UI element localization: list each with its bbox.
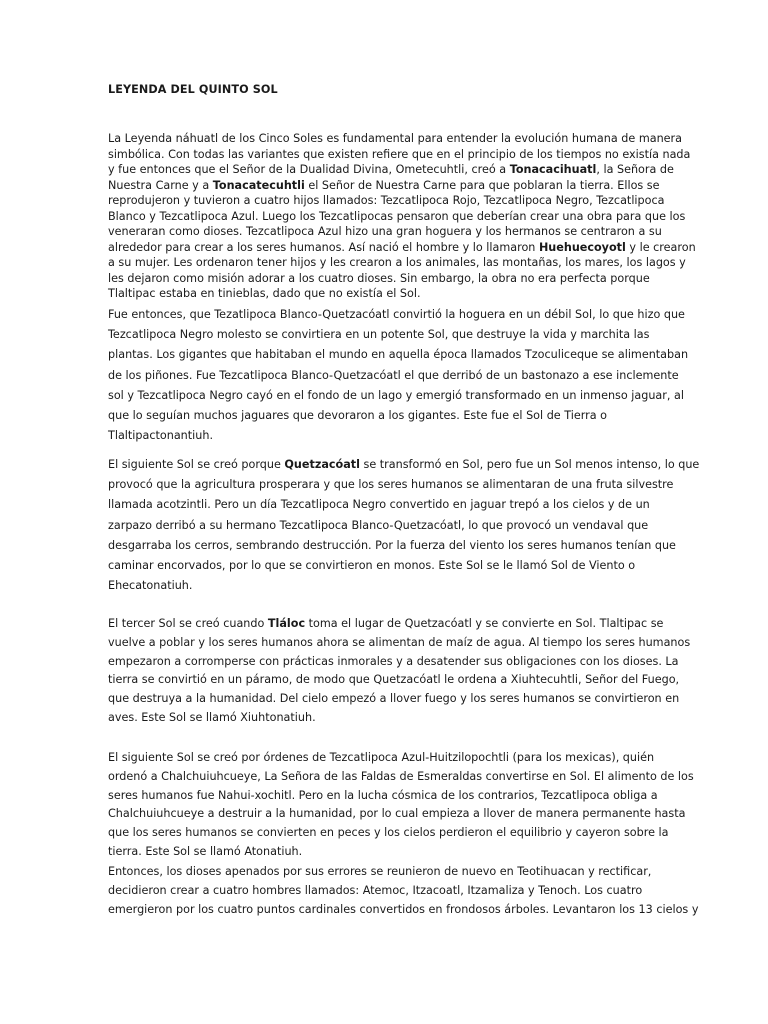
text-segment: les dejaron como misión adorar a los cuatro dioses. Sin embargo, la obra no era perfecta porque (108, 271, 650, 285)
text-segment: El siguiente Sol se creó por órdenes de Tezcatlipoca Azul-Huitzilopochtli (para los mexicas), quién (108, 751, 655, 764)
bold-name: Tonacatecuhtli (212, 178, 305, 192)
paragraph (108, 615, 691, 728)
text-segment: decidieron crear a cuatro hombres llamados: Atemoc, Itzacoatl, Itzamaliza y Tenoch. Los cuatro (108, 883, 643, 897)
paragraph (108, 455, 700, 596)
paragraph (108, 863, 699, 919)
text-line (108, 366, 679, 386)
bold-name: Huehuecoyotl (538, 240, 626, 254)
text-segment: simbólica. Con todas las variantes que existen refiere que en el principio de los tiempos no existía nada (108, 147, 691, 161)
text-segment: Fue entonces, que Tezatlipoca Blanco-Quetzacóatl convirtió la hoguera en un débil Sol, lo que hizo que (108, 308, 685, 321)
text-line (108, 255, 686, 271)
text-segment: Tlaltipac estaba en tinieblas, dado que no existía el Sol. (108, 287, 421, 300)
text-line (108, 671, 680, 690)
text-segment: tierra. Este Sol se llamó Atonatiuh. (108, 844, 303, 858)
text-line (108, 386, 684, 406)
bold-name: Tláloc (267, 617, 306, 630)
text-line (108, 345, 689, 365)
text-segment: y fue entonces que el Señor de la Dualidad Divina, Ometecuhtli, creó a (108, 163, 510, 176)
text-segment: alrededor para crear a los seres humanos. Así nació el hombre y lo llamaron (108, 240, 539, 254)
text-line (108, 193, 665, 209)
text-line (108, 863, 660, 882)
text-line (108, 495, 660, 515)
text-line (108, 901, 699, 920)
text-line (108, 271, 660, 287)
text-segment: La Leyenda náhuatl de los Cinco Soles es fundamental para entender la evolución humana de manera (108, 132, 683, 145)
text-segment: plantas. Los gigantes que habitaban el mundo en aquella época llamados Tzoculiceque se alimentaban (108, 348, 689, 362)
text-line (108, 634, 691, 653)
text-segment: seres humanos fue Nahui-xochitl. Pero en la lucha cósmica de los contrarios, Tezcatlipoca obliga a (108, 788, 658, 802)
text-line (108, 406, 660, 426)
text-line (108, 325, 660, 345)
text-line (108, 209, 686, 225)
text-line (108, 824, 669, 843)
text-line (108, 426, 660, 446)
text-segment: que lo seguían muchos jaguares que devoraron a los gigantes. Este fue el Sol de Tierra o (108, 409, 607, 423)
text-segment: veneraran como dioses. Tezcatlipoca Azul hizo una gran hoguera y los hermanos se centraron a su (108, 225, 662, 238)
text-line (108, 787, 660, 806)
text-segment: Tezcatlipoca Negro molesto se convirtiera en un potente Sol, que destruye la vida y marchita las (108, 328, 650, 342)
text-segment: aves. Este Sol se llamó Xiuhtonatiuh. (108, 710, 316, 724)
text-segment: Tlaltipactonantiuh. (108, 429, 214, 443)
text-segment: Chalchuiuhcueye a destruir a la humanidad, por lo cual empieza a llover de manera permanente hasta (108, 807, 686, 821)
text-line (108, 768, 694, 787)
text-segment: se transformó en Sol, pero fue un Sol menos intenso, lo que (359, 458, 700, 471)
text-line (108, 147, 691, 163)
text-segment: Blanco y Tezcatlipoca Azul. Luego los Tezcatlipocas pensaron que deberían crear una obra para que los (108, 209, 686, 223)
text-line (108, 240, 696, 256)
text-line (108, 516, 660, 536)
text-line (108, 653, 679, 672)
text-segment: reprodujeron y tuvieron a cuatro hijos llamados: Tezcatlipoca Rojo, Tezcatlipoca Negro, Tezcatlipoca (108, 194, 665, 207)
text-segment: toma el lugar de Quetzacóatl y se convierte en Sol. Tlaltipac se (305, 617, 664, 630)
text-segment: zarpazo derribó a su hermano Tezcatlipoca Blanco-Quetzacóatl, lo que provocó un vendaval que (108, 518, 649, 532)
text-segment: el Señor de Nuestra Carne para que poblaran la tierra. Ellos se (304, 178, 660, 192)
text-segment: vuelve a poblar y los seres humanos ahora se alimentan de maíz de agua. Al tiempo los seres humanos (108, 635, 691, 649)
document-title: LEYENDA DEL QUINTO SOL (108, 83, 278, 96)
text-line (108, 709, 660, 728)
text-segment: que los seres humanos se convierten en peces y los cielos perdieron el equilibrio y cayeron sobre la (108, 826, 669, 840)
text-line (108, 455, 700, 475)
text-segment: y le crearon (625, 240, 696, 254)
text-line (108, 162, 674, 178)
text-line (108, 882, 660, 901)
text-segment: desgarraba los cerros, sembrando destrucción. Por la fuerza del viento los seres humanos tenían que (108, 538, 676, 552)
text-segment: , la Señora de (596, 163, 674, 176)
text-line (108, 690, 680, 709)
text-segment: tierra se convirtió en un páramo, de modo que Quetzacóatl le ordena a Xiuhtecuhtli, Señor del Fuego, (108, 673, 680, 687)
text-segment: Nuestra Carne y a (108, 178, 213, 192)
text-line (108, 576, 660, 596)
text-segment: provocó que la agricultura prosperara y que los seres humanos se alimentaran de una fruta silvestre (108, 478, 674, 492)
text-line (108, 843, 660, 862)
text-line (108, 475, 674, 495)
text-line (108, 556, 660, 576)
text-segment: que destruya a la humanidad. Del cielo empezó a llover fuego y los seres humanos se convirtieron en (108, 692, 680, 706)
text-line (108, 286, 660, 302)
text-line (108, 536, 676, 556)
text-segment: El siguiente Sol se creó porque (108, 458, 285, 471)
text-segment: llamada acotzintli. Pero un día Tezcatlipoca Negro convertido en jaguar trepó a los cielos y de un (108, 498, 650, 512)
text-line (108, 305, 685, 325)
bold-name: Tonacacihuatl (509, 163, 597, 176)
text-segment: sol y Tezcatlipoca Negro cayó en el fondo de un lago y emergió transformado en un inmenso jaguar, al (108, 388, 684, 402)
text-segment: El tercer Sol se creó cuando (108, 617, 268, 630)
text-segment: emergieron por los cuatro puntos cardinales convertidos en frondosos árboles. Levantaron los 13 cielos y (108, 902, 699, 916)
bold-name: Quetzacóatl (284, 458, 360, 471)
text-line (108, 178, 660, 194)
text-segment: ordenó a Chalchuiuhcueye, La Señora de las Faldas de Esmeraldas convertirse en Sol. El alimento de los (108, 769, 694, 783)
paragraph (108, 749, 694, 862)
text-line (108, 615, 664, 634)
text-segment: de los piñones. Fue Tezcatlipoca Blanco-Quetzacóatl el que derribó de un bastonazo a ese inclemente (108, 368, 679, 382)
paragraph (108, 131, 696, 302)
text-segment: caminar encorvados, por lo que se convirtieron en monos. Este Sol se le llamó Sol de Viento o (108, 559, 636, 573)
paragraph (108, 305, 689, 446)
text-segment: Entonces, los dioses apenados por sus errores se reunieron de nuevo en Teotihuacan y rectificar, (108, 865, 652, 878)
text-segment: empezaron a corromperse con prácticas inmorales y a desatender sus obligaciones con los dioses. La (108, 654, 679, 668)
text-line (108, 224, 660, 240)
text-line (108, 749, 660, 768)
text-segment: Ehecatonatiuh. (108, 579, 193, 593)
text-segment: a su mujer. Les ordenaron tener hijos y les crearon a los animales, las montañas, los mares, los lagos y (108, 256, 686, 269)
text-line (108, 805, 686, 824)
text-line (108, 131, 683, 147)
